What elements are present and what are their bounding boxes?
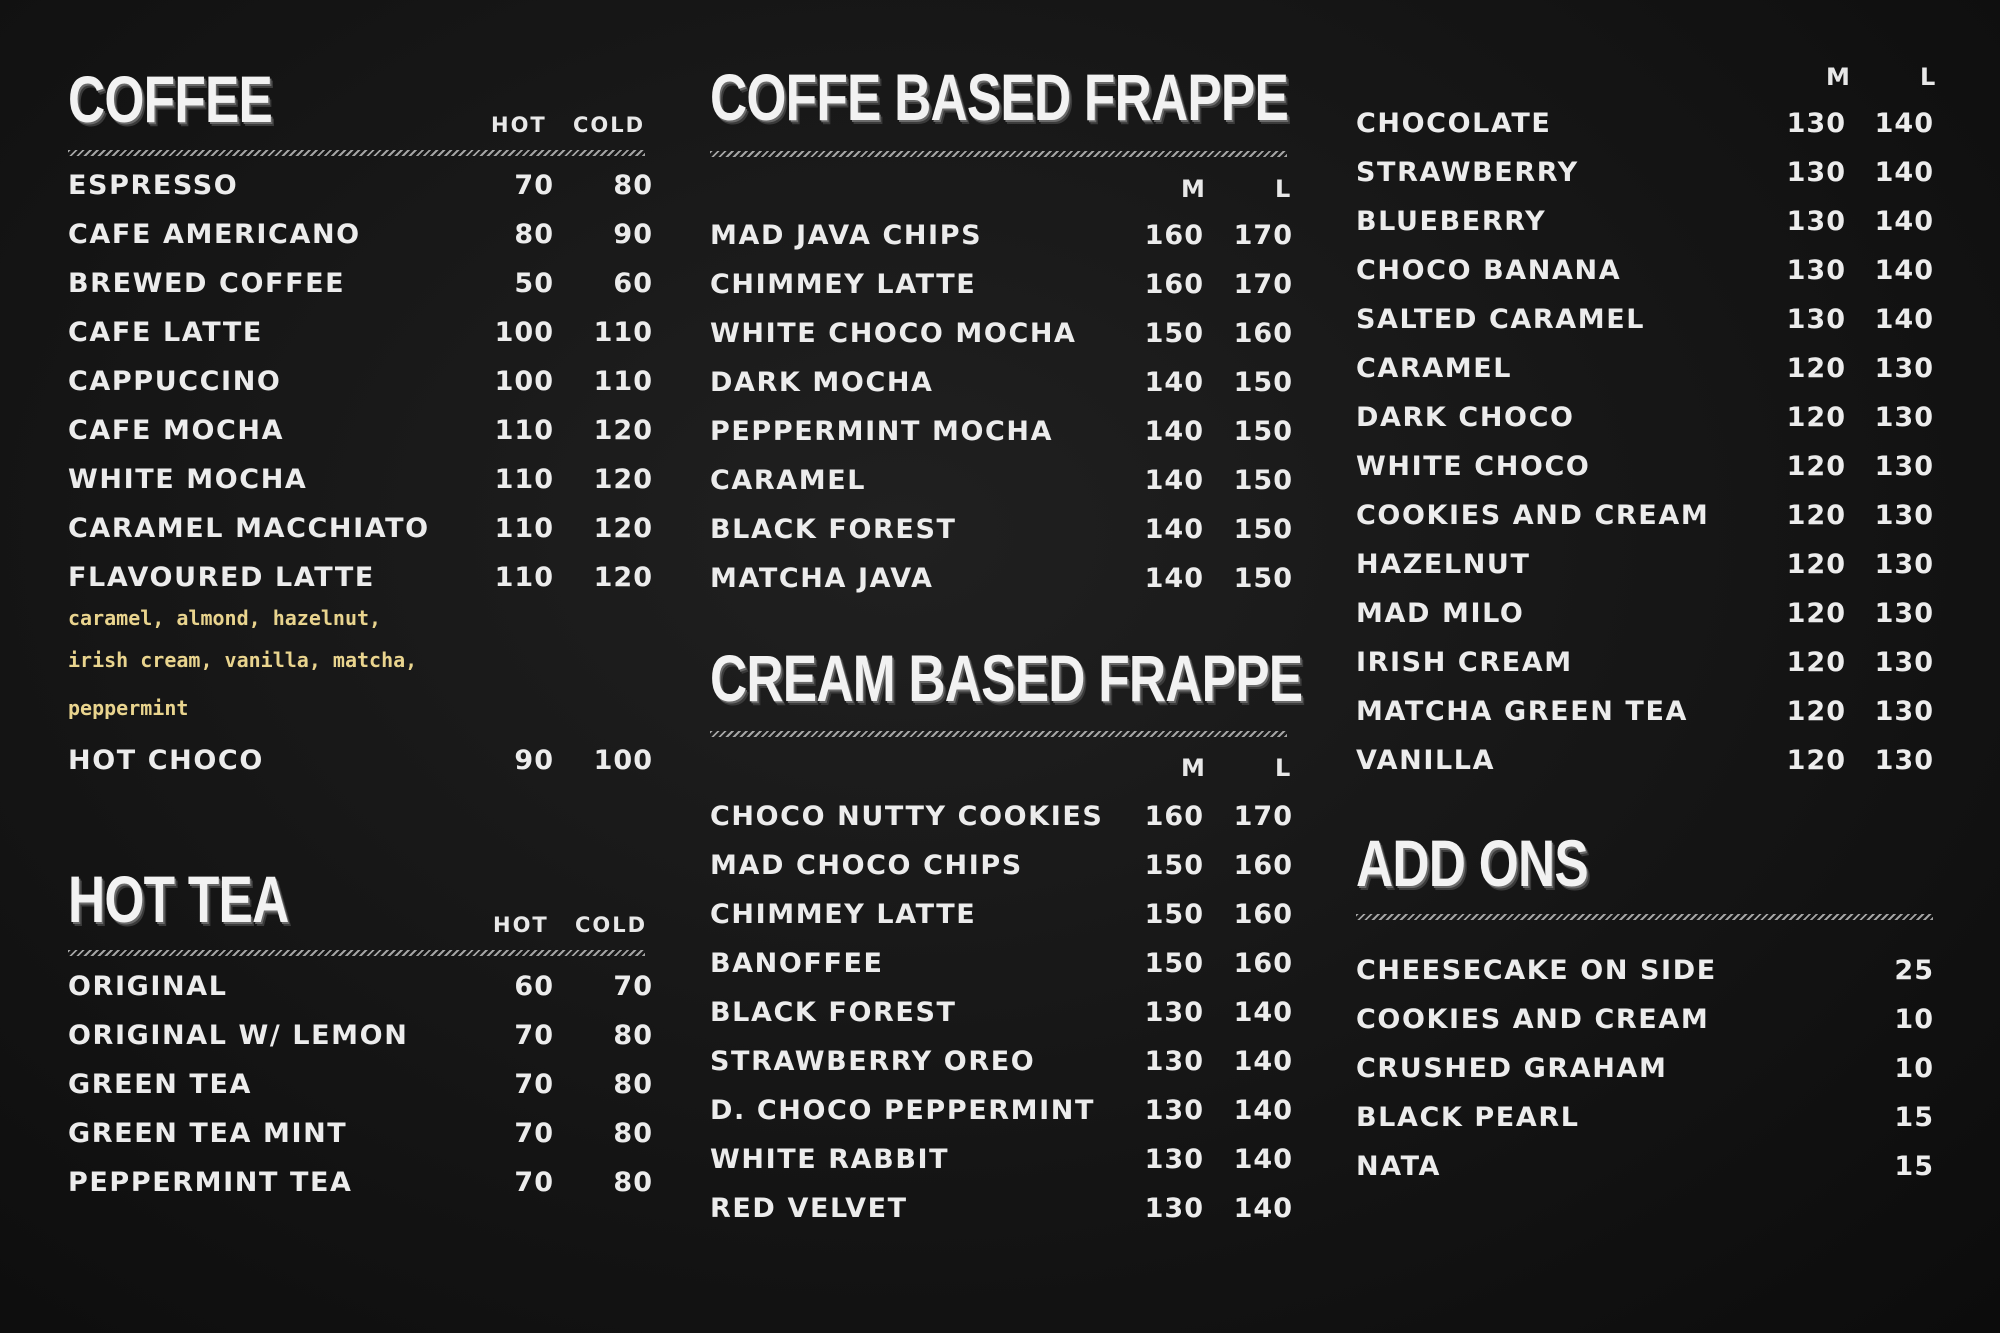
cold-price: 120 [593, 415, 653, 446]
large-price: 140 [1233, 1095, 1293, 1126]
hot-price: 70 [514, 170, 554, 201]
add-on-price: 25 [1894, 955, 1934, 986]
medium-price: 160 [1144, 269, 1204, 300]
cream-frappe-item [710, 899, 1293, 948]
hot-tea-item [68, 1020, 653, 1069]
item-name: RED VELVET [710, 1193, 908, 1224]
cold-price: 80 [613, 1069, 653, 1100]
item-name: PEPPERMINT TEA [68, 1167, 353, 1198]
hot-price: 70 [514, 1020, 554, 1051]
cream-frappe-section [710, 0, 1303, 1333]
medium-price: 130 [1144, 1193, 1204, 1224]
cold-price: 100 [593, 745, 653, 776]
add-on-price: 15 [1894, 1151, 1934, 1182]
medium-price: 150 [1144, 318, 1204, 349]
medium-price: 120 [1786, 451, 1846, 482]
large-price: 150 [1233, 367, 1293, 398]
large-price: 140 [1874, 108, 1934, 139]
medium-price: 130 [1144, 1144, 1204, 1175]
item-name: CAFE AMERICANO [68, 219, 361, 250]
large-price: 140 [1874, 255, 1934, 286]
item-name: MAD CHOCO CHIPS [710, 850, 1023, 881]
hot-tea-item [68, 1167, 653, 1216]
flavour-note: peppermint [68, 696, 189, 720]
menu-column-middle [710, 0, 1303, 1333]
hot-price: 100 [494, 366, 554, 397]
large-price: 140 [1874, 304, 1934, 335]
hot-tea-item [68, 971, 653, 1020]
add-on-price: 10 [1894, 1053, 1934, 1084]
coffee-cold-header: COLD [573, 113, 646, 137]
item-name: GREEN TEA MINT [68, 1118, 348, 1149]
hot-tea-cold-header: COLD [575, 913, 648, 937]
cream-frappe-item [710, 1095, 1293, 1144]
medium-price: 160 [1144, 801, 1204, 832]
item-name: BLUEBERRY [1356, 206, 1547, 237]
medium-price: 130 [1786, 206, 1846, 237]
cold-price: 120 [593, 513, 653, 544]
item-name: HOT CHOCO [68, 745, 264, 776]
item-name: MAD JAVA CHIPS [710, 220, 983, 251]
item-name: CARAMEL MACCHIATO [68, 513, 430, 544]
hot-tea-title: HOT TEA [68, 862, 289, 936]
coffee-frappe-medium-header: M [1181, 175, 1207, 203]
large-price: 130 [1874, 353, 1934, 384]
item-name: COOKIES AND CREAM [1356, 1004, 1710, 1035]
cream-frappe-continued-large-header: L [1920, 63, 1938, 91]
add-ons-section [1356, 0, 1936, 1333]
hot-price: 110 [494, 513, 554, 544]
medium-price: 120 [1786, 745, 1846, 776]
cream-frappe-medium-header: M [1181, 754, 1207, 782]
cold-price: 80 [613, 1167, 653, 1198]
cold-price: 120 [593, 562, 653, 593]
medium-price: 130 [1786, 108, 1846, 139]
hot-price: 90 [514, 745, 554, 776]
item-name: WHITE CHOCO MOCHA [710, 318, 1077, 349]
item-name: CAFE LATTE [68, 317, 263, 348]
item-name: GREEN TEA [68, 1069, 252, 1100]
large-price: 150 [1233, 465, 1293, 496]
medium-price: 140 [1144, 563, 1204, 594]
cream-frappe-continued-medium-header: M [1826, 63, 1852, 91]
medium-price: 130 [1144, 1095, 1204, 1126]
add-on-price: 10 [1894, 1004, 1934, 1035]
add-on-item [1356, 1102, 1936, 1151]
large-price: 130 [1874, 451, 1934, 482]
item-name: VANILLA [1356, 745, 1496, 776]
coffee-frappe-large-header: L [1275, 175, 1293, 203]
large-price: 160 [1233, 899, 1293, 930]
cream-frappe-item [710, 801, 1293, 850]
item-name: BREWED COFFEE [68, 268, 346, 299]
item-name: CHIMMEY LATTE [710, 899, 977, 930]
item-name: CHIMMEY LATTE [710, 269, 977, 300]
item-name: ESPRESSO [68, 170, 239, 201]
large-price: 150 [1233, 514, 1293, 545]
medium-price: 140 [1144, 416, 1204, 447]
add-on-item [1356, 1151, 1936, 1200]
item-name: MATCHA GREEN TEA [1356, 696, 1688, 727]
cold-price: 90 [613, 219, 653, 250]
large-price: 140 [1874, 157, 1934, 188]
medium-price: 130 [1786, 304, 1846, 335]
coffee-title: COFFEE [68, 62, 273, 136]
menu-column-left [68, 0, 653, 1333]
item-name: CHOCO BANANA [1356, 255, 1622, 286]
large-price: 140 [1233, 1144, 1293, 1175]
item-name: ORIGINAL [68, 971, 228, 1002]
medium-price: 120 [1786, 598, 1846, 629]
cold-price: 80 [613, 1118, 653, 1149]
large-price: 170 [1233, 269, 1293, 300]
item-name: DARK CHOCO [1356, 402, 1575, 433]
hot-tea-item [68, 1118, 653, 1167]
item-name: MAD MILO [1356, 598, 1525, 629]
large-price: 160 [1233, 850, 1293, 881]
item-name: IRISH CREAM [1356, 647, 1573, 678]
item-name: CARAMEL [710, 465, 867, 496]
large-price: 160 [1233, 318, 1293, 349]
large-price: 130 [1874, 647, 1934, 678]
large-price: 130 [1874, 696, 1934, 727]
item-name: WHITE CHOCO [1356, 451, 1591, 482]
medium-price: 120 [1786, 353, 1846, 384]
hot-price: 60 [514, 971, 554, 1002]
add-on-price: 15 [1894, 1102, 1934, 1133]
flavour-note: caramel, almond, hazelnut, [68, 606, 382, 630]
coffee-hot-header: HOT [491, 113, 547, 137]
item-name: HAZELNUT [1356, 549, 1531, 580]
medium-price: 130 [1786, 157, 1846, 188]
menu-column-right [1356, 0, 1936, 1333]
cream-frappe-title: CREAM BASED FRAPPE [710, 641, 1303, 715]
medium-price: 160 [1144, 220, 1204, 251]
large-price: 170 [1233, 801, 1293, 832]
cold-price: 120 [593, 464, 653, 495]
hot-tea-item [68, 1069, 653, 1118]
large-price: 170 [1233, 220, 1293, 251]
item-name: MATCHA JAVA [710, 563, 934, 594]
cold-price: 80 [613, 1020, 653, 1051]
item-name: FLAVOURED LATTE [68, 562, 375, 593]
item-name: DARK MOCHA [710, 367, 934, 398]
hot-price: 80 [514, 219, 554, 250]
hot-tea-divider [68, 950, 645, 956]
cream-frappe-item [710, 948, 1293, 997]
cream-frappe-item [710, 997, 1293, 1046]
medium-price: 120 [1786, 647, 1846, 678]
add-ons-title: ADD ONS [1356, 826, 1588, 900]
item-name: WHITE RABBIT [710, 1144, 950, 1175]
large-price: 130 [1874, 745, 1934, 776]
cream-frappe-divider [710, 731, 1287, 737]
item-name: BLACK FOREST [710, 997, 957, 1028]
large-price: 160 [1233, 948, 1293, 979]
item-name: BLACK FOREST [710, 514, 957, 545]
item-name: STRAWBERRY OREO [710, 1046, 1036, 1077]
item-name: CHEESECAKE ON SIDE [1356, 955, 1717, 986]
medium-price: 140 [1144, 367, 1204, 398]
cold-price: 60 [613, 268, 653, 299]
hot-tea-hot-header: HOT [493, 913, 549, 937]
item-name: CHOCOLATE [1356, 108, 1552, 139]
coffee-frappe-title: COFFE BASED FRAPPE [710, 60, 1289, 134]
medium-price: 120 [1786, 696, 1846, 727]
item-name: CRUSHED GRAHAM [1356, 1053, 1668, 1084]
add-on-item [1356, 1053, 1936, 1102]
item-name: PEPPERMINT MOCHA [710, 416, 1054, 447]
medium-price: 150 [1144, 899, 1204, 930]
hot-price: 100 [494, 317, 554, 348]
item-name: D. CHOCO PEPPERMINT [710, 1095, 1095, 1126]
cream-frappe-item [710, 1193, 1293, 1242]
medium-price: 130 [1144, 1046, 1204, 1077]
cream-frappe-item [710, 1144, 1293, 1193]
cold-price: 80 [613, 170, 653, 201]
hot-price: 70 [514, 1118, 554, 1149]
add-ons-divider [1356, 914, 1933, 920]
large-price: 140 [1233, 1046, 1293, 1077]
hot-price: 50 [514, 268, 554, 299]
item-name: NATA [1356, 1151, 1442, 1182]
medium-price: 130 [1144, 997, 1204, 1028]
large-price: 140 [1233, 997, 1293, 1028]
cream-frappe-item [710, 850, 1293, 899]
hot-price: 70 [514, 1069, 554, 1100]
item-name: SALTED CARAMEL [1356, 304, 1646, 335]
item-name: BANOFFEE [710, 948, 884, 979]
item-name: CHOCO NUTTY COOKIES [710, 801, 1104, 832]
large-price: 150 [1233, 416, 1293, 447]
medium-price: 140 [1144, 465, 1204, 496]
medium-price: 120 [1786, 500, 1846, 531]
cold-price: 70 [613, 971, 653, 1002]
item-name: CAPPUCCINO [68, 366, 282, 397]
flavour-note: irish cream, vanilla, matcha, [68, 648, 418, 672]
add-on-item [1356, 1004, 1936, 1053]
large-price: 150 [1233, 563, 1293, 594]
item-name: CARAMEL [1356, 353, 1513, 384]
hot-price: 110 [494, 562, 554, 593]
large-price: 140 [1233, 1193, 1293, 1224]
item-name: CAFE MOCHA [68, 415, 285, 446]
hot-price: 110 [494, 415, 554, 446]
item-name: COOKIES AND CREAM [1356, 500, 1710, 531]
large-price: 130 [1874, 500, 1934, 531]
large-price: 130 [1874, 402, 1934, 433]
cream-frappe-large-header: L [1275, 754, 1293, 782]
item-name: ORIGINAL W/ LEMON [68, 1020, 409, 1051]
add-on-item [1356, 955, 1936, 1004]
cream-frappe-item [710, 1046, 1293, 1095]
medium-price: 150 [1144, 850, 1204, 881]
large-price: 130 [1874, 549, 1934, 580]
hot-tea-section [68, 0, 653, 1333]
large-price: 140 [1874, 206, 1934, 237]
cold-price: 110 [593, 366, 653, 397]
hot-price: 110 [494, 464, 554, 495]
item-name: WHITE MOCHA [68, 464, 308, 495]
medium-price: 150 [1144, 948, 1204, 979]
hot-price: 70 [514, 1167, 554, 1198]
medium-price: 130 [1786, 255, 1846, 286]
item-name: BLACK PEARL [1356, 1102, 1580, 1133]
item-name: STRAWBERRY [1356, 157, 1579, 188]
medium-price: 120 [1786, 549, 1846, 580]
large-price: 130 [1874, 598, 1934, 629]
medium-price: 140 [1144, 514, 1204, 545]
medium-price: 120 [1786, 402, 1846, 433]
cold-price: 110 [593, 317, 653, 348]
